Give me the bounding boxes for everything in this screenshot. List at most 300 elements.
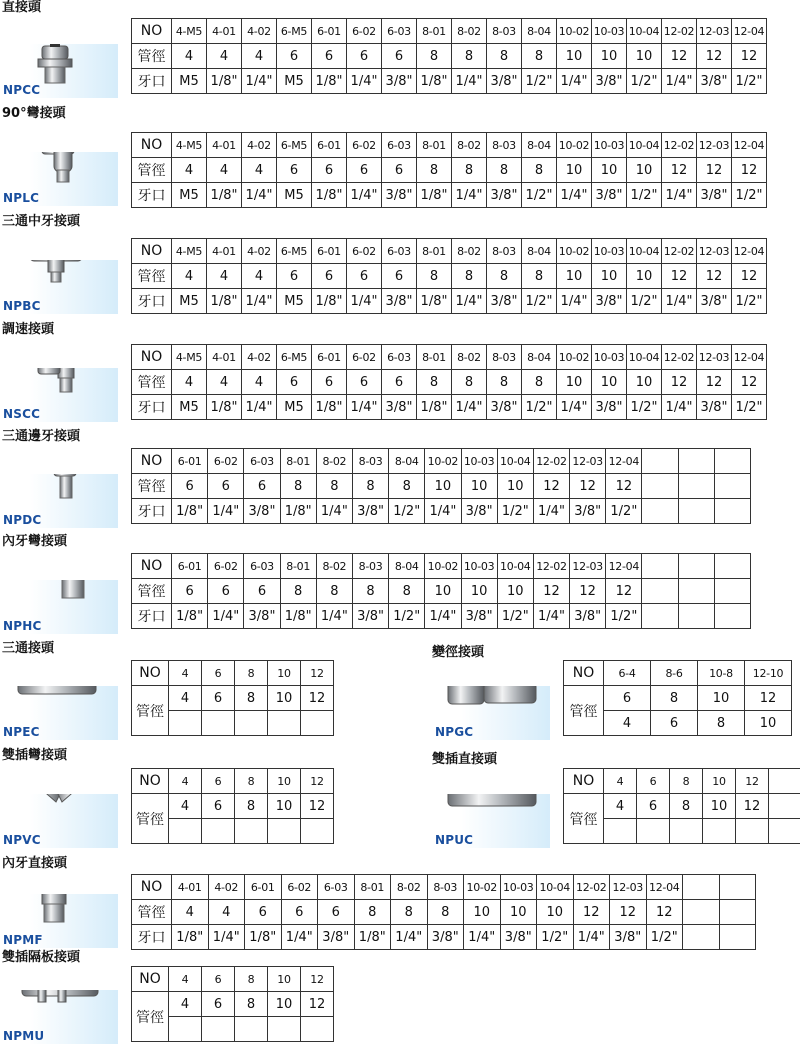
row-label-tube: 管徑 (132, 900, 172, 925)
model-number-cell: 6-01 (245, 875, 282, 900)
model-number-cell: 6-01 (312, 133, 347, 158)
row-label-tube: 管徑 (564, 686, 604, 736)
model-number-cell: 10-04 (497, 554, 533, 579)
model-number-cell: 6 (637, 769, 670, 794)
product-image-npcc (0, 44, 118, 98)
tube-size-cell: 8 (352, 474, 388, 499)
tube-size-cell: 6 (637, 794, 670, 819)
model-number-cell (678, 554, 714, 579)
model-number-cell: 6-03 (382, 345, 417, 370)
model-number-cell: 8-01 (417, 19, 452, 44)
row-label-no: NO (132, 449, 172, 474)
header-row (132, 875, 756, 900)
section-title-npec: 三通接頭 (2, 641, 55, 656)
model-number-cell: 10-02 (425, 449, 461, 474)
tube-size-cell: 10 (592, 370, 627, 395)
row-label-tube: 管徑 (132, 992, 169, 1042)
row-label-thread: 牙口 (132, 604, 172, 629)
thread-size-cell: M5 (172, 183, 207, 208)
thread-size-cell (719, 925, 756, 950)
tube-size-cell: 10 (461, 474, 497, 499)
product-image-npgc (432, 686, 550, 740)
thread-size-cell: 3/8" (592, 69, 627, 94)
thread-size-cell: 1/4" (662, 183, 697, 208)
tube-size-cell: 10 (557, 158, 592, 183)
model-number-cell: 4 (169, 661, 202, 686)
product-code: NSCC (3, 407, 41, 421)
model-number-cell: 4-M5 (172, 133, 207, 158)
model-number-cell: 6-M5 (277, 19, 312, 44)
tube-size-cell: 10 (268, 686, 301, 711)
tube-row (132, 992, 334, 1017)
row-label-no: NO (132, 967, 169, 992)
model-number-cell: 8-04 (389, 449, 425, 474)
tube-size-cell: 8 (522, 44, 557, 69)
tube-size-cell: 6 (245, 900, 282, 925)
tube-row (132, 579, 751, 604)
thread-size-cell: 1/4" (425, 499, 461, 524)
tube-size-cell: 12 (573, 900, 610, 925)
thread-size-cell: 1/2" (606, 499, 642, 524)
model-number-cell: 10-02 (557, 345, 592, 370)
row-label-tube: 管徑 (132, 370, 172, 395)
tube-size-cell: 8 (427, 900, 464, 925)
thread-size-cell: 1/4" (452, 183, 487, 208)
tube-size-cell: 10 (268, 794, 301, 819)
model-number-cell: 10-03 (592, 345, 627, 370)
thread-size-cell: 1/8" (207, 69, 242, 94)
thread-row (132, 395, 767, 420)
tube-size-cell: 12 (697, 264, 732, 289)
tube-size-cell: 4 (172, 158, 207, 183)
tube-size-cell: 4 (172, 900, 209, 925)
thread-size-cell: 1/8" (312, 289, 347, 314)
tube-size-cell: 6 (312, 158, 347, 183)
spec-table-npec (131, 660, 334, 736)
tube-size-cell: 10 (425, 579, 461, 604)
tube-size-cell: 8 (417, 370, 452, 395)
tube-size-cell: 6 (347, 158, 382, 183)
header-row (132, 769, 334, 794)
tube-size-cell: 10 (592, 264, 627, 289)
model-number-cell: 8-02 (452, 345, 487, 370)
thread-size-cell: 1/2" (389, 604, 425, 629)
model-number-cell: 10-02 (557, 239, 592, 264)
product-code: NPDC (3, 513, 42, 527)
row-label-tube: 管徑 (132, 474, 172, 499)
row-label-no: NO (564, 661, 604, 686)
tube-row (132, 900, 756, 925)
tube-size-cell: 8 (354, 900, 391, 925)
spec-table-npmu (131, 966, 334, 1042)
tube-size-cell: 10 (592, 158, 627, 183)
thread-size-cell: 1/4" (208, 604, 244, 629)
model-number-cell: 4-02 (242, 133, 277, 158)
thread-size-cell: 1/8" (280, 604, 316, 629)
tube-row (132, 44, 767, 69)
tube-size-cell: 6 (312, 370, 347, 395)
thread-size-cell: 1/4" (452, 289, 487, 314)
tube-size-cell: 10 (557, 44, 592, 69)
tube-size-cell (169, 1017, 202, 1042)
model-number-cell: 10-04 (627, 19, 662, 44)
tube-size-cell (202, 1017, 235, 1042)
model-number-cell: 8 (670, 769, 703, 794)
tube-size-cell: 6 (382, 44, 417, 69)
thread-size-cell: 1/4" (347, 69, 382, 94)
product-image-npec (0, 686, 118, 740)
thread-size-cell: 1/4" (347, 183, 382, 208)
spec-table-npcc (131, 18, 767, 94)
thread-size-cell: 3/8" (382, 395, 417, 420)
product-image-nscc (0, 368, 118, 422)
row-label-thread: 牙口 (132, 395, 172, 420)
thread-size-cell: 3/8" (697, 183, 732, 208)
thread-size-cell: 1/4" (452, 69, 487, 94)
tube-size-cell (637, 819, 670, 844)
tube-size-cell: 12 (732, 370, 767, 395)
tube-size-cell: 4 (169, 992, 202, 1017)
model-number-cell: 8-03 (487, 239, 522, 264)
thread-size-cell: 1/8" (417, 69, 452, 94)
model-number-cell: 12-02 (533, 449, 569, 474)
product-code: NPEC (3, 725, 40, 739)
model-number-cell: 8-02 (452, 239, 487, 264)
thread-size-cell: 1/4" (557, 69, 592, 94)
thread-size-cell: 1/8" (207, 183, 242, 208)
tube-size-cell: 12 (533, 579, 569, 604)
model-number-cell: 4-02 (242, 19, 277, 44)
thread-size-cell: 1/4" (242, 69, 277, 94)
tube-size-cell (235, 711, 268, 736)
tube-size-cell: 4 (169, 686, 202, 711)
model-number-cell: 12-02 (662, 19, 697, 44)
model-number-cell: 10-02 (557, 133, 592, 158)
tube-size-cell (703, 819, 736, 844)
tube-size-cell: 10 (500, 900, 537, 925)
thread-size-cell: 1/4" (242, 289, 277, 314)
tube-size-cell: 6 (382, 370, 417, 395)
spec-table-npbc (131, 238, 767, 314)
header-row (132, 133, 767, 158)
tube-size-cell: 8 (389, 474, 425, 499)
model-number-cell: 10-03 (592, 239, 627, 264)
tube-size-cell: 6 (347, 44, 382, 69)
model-number-cell: 12-04 (732, 19, 767, 44)
tube-size-cell: 8 (487, 370, 522, 395)
thread-size-cell: 1/2" (732, 395, 767, 420)
tube-size-cell (736, 819, 769, 844)
tube-size-cell: 6 (172, 474, 208, 499)
thread-size-cell: 3/8" (461, 604, 497, 629)
tube-size-cell: 12 (736, 794, 769, 819)
thread-size-cell: 3/8" (352, 604, 388, 629)
model-number-cell: 8-03 (487, 345, 522, 370)
model-number-cell: 4-01 (207, 19, 242, 44)
row-label-tube: 管徑 (132, 158, 172, 183)
thread-size-cell: 3/8" (592, 289, 627, 314)
thread-size-cell: 1/4" (316, 604, 352, 629)
model-number-cell: 8 (235, 769, 268, 794)
product-code: NPCC (3, 83, 41, 97)
section-title-npcc: 直接頭 (2, 0, 42, 15)
section-title-nplc: 90°彎接頭 (2, 106, 66, 121)
model-number-cell: 10-03 (592, 133, 627, 158)
thread-size-cell: M5 (172, 395, 207, 420)
tube-size-cell (714, 579, 750, 604)
tube-size-cell: 8 (280, 579, 316, 604)
thread-size-cell: 1/8" (245, 925, 282, 950)
tube-size-cell (268, 1017, 301, 1042)
model-number-cell: 10-8 (698, 661, 745, 686)
model-number-cell: 12-03 (610, 875, 647, 900)
tube-size-cell: 12 (662, 370, 697, 395)
model-number-cell: 12-03 (697, 239, 732, 264)
model-number-cell: 8-01 (417, 345, 452, 370)
tube-size-cell: 10 (497, 579, 533, 604)
thread-size-cell: 1/4" (557, 183, 592, 208)
thread-size-cell: 1/2" (522, 289, 557, 314)
model-number-cell: 6-02 (208, 554, 244, 579)
tube-size-cell: 8 (452, 44, 487, 69)
tube-size-cell: 8 (316, 474, 352, 499)
thread-row (132, 289, 767, 314)
tube-size-cell: 4 (207, 158, 242, 183)
section-title-npmf: 內牙直接頭 (2, 856, 68, 871)
tube-size-cell: 8 (522, 158, 557, 183)
thread-row (132, 925, 756, 950)
thread-size-cell (642, 499, 678, 524)
model-number-cell: 4-02 (242, 345, 277, 370)
tube-size-cell: 8 (417, 44, 452, 69)
row-label-no: NO (132, 554, 172, 579)
tube-size-cell: 6 (202, 992, 235, 1017)
tube-size-cell: 8 (452, 264, 487, 289)
thread-size-cell (642, 604, 678, 629)
row-label-thread: 牙口 (132, 925, 172, 950)
tube-size-cell: 12 (610, 900, 647, 925)
product-code: NPVC (3, 833, 41, 847)
model-number-cell: 8 (235, 661, 268, 686)
tube-row (564, 794, 800, 819)
row-label-thread: 牙口 (132, 289, 172, 314)
model-number-cell (642, 554, 678, 579)
model-number-cell: 10 (703, 769, 736, 794)
thread-size-cell: 1/8" (354, 925, 391, 950)
model-number-cell: 10-04 (627, 239, 662, 264)
row-label-thread: 牙口 (132, 69, 172, 94)
spec-table-npdc (131, 448, 751, 524)
model-number-cell: 6-03 (382, 19, 417, 44)
model-number-cell: 8-02 (452, 19, 487, 44)
model-number-cell: 8-6 (651, 661, 698, 686)
model-number-cell: 4-01 (207, 239, 242, 264)
thread-size-cell: M5 (277, 395, 312, 420)
tube-size-cell: 8 (487, 158, 522, 183)
model-number-cell: 10-04 (497, 449, 533, 474)
tube-size-cell: 6 (172, 579, 208, 604)
tube-size-cell: 6 (382, 158, 417, 183)
tube-size-cell: 6 (277, 158, 312, 183)
model-number-cell: 4-M5 (172, 19, 207, 44)
tube-size-cell: 4 (208, 900, 245, 925)
model-number-cell: 4-01 (172, 875, 209, 900)
thread-size-cell: 1/4" (208, 925, 245, 950)
thread-size-cell: 1/4" (242, 395, 277, 420)
tube-size-cell: 6 (202, 794, 235, 819)
model-number-cell: 10 (268, 967, 301, 992)
tube-size-cell: 12 (606, 579, 642, 604)
thread-size-cell: M5 (277, 289, 312, 314)
thread-size-cell: 3/8" (697, 289, 732, 314)
tube-size-cell: 6 (244, 474, 280, 499)
tube-size-cell: 4 (207, 370, 242, 395)
tube-size-cell: 12 (697, 158, 732, 183)
tube-size-cell: 4 (242, 370, 277, 395)
row-label-tube: 管徑 (132, 44, 172, 69)
row-label-no: NO (132, 133, 172, 158)
tube-size-cell (202, 711, 235, 736)
header-row (564, 661, 792, 686)
tube-size-cell: 8 (235, 686, 268, 711)
model-number-cell: 8-04 (522, 345, 557, 370)
model-number-cell: 6-02 (208, 449, 244, 474)
thread-size-cell: 1/4" (281, 925, 318, 950)
thread-size-cell: 1/4" (316, 499, 352, 524)
section-title-npmu: 雙插隔板接頭 (2, 950, 81, 965)
model-number-cell: 4-02 (208, 875, 245, 900)
tube-row (132, 370, 767, 395)
tube-size-cell: 12 (646, 900, 683, 925)
tube-size-cell: 12 (697, 44, 732, 69)
model-number-cell: 8-04 (522, 133, 557, 158)
thread-size-cell: M5 (277, 183, 312, 208)
model-number-cell: 4-01 (207, 133, 242, 158)
model-number-cell: 4 (169, 769, 202, 794)
tube-size-cell: 12 (301, 992, 334, 1017)
model-number-cell (714, 554, 750, 579)
model-number-cell: 8-03 (352, 449, 388, 474)
thread-size-cell: 3/8" (461, 499, 497, 524)
thread-size-cell: 1/2" (627, 289, 662, 314)
thread-size-cell: 1/4" (464, 925, 501, 950)
thread-row (132, 499, 751, 524)
tube-size-cell (642, 474, 678, 499)
row-label-tube: 管徑 (132, 794, 169, 844)
model-number-cell: 4-M5 (172, 345, 207, 370)
thread-row (132, 604, 751, 629)
tube-size-cell: 6 (312, 264, 347, 289)
tube-size-cell: 8 (522, 264, 557, 289)
thread-size-cell: 1/4" (662, 395, 697, 420)
model-number-cell: 8 (235, 967, 268, 992)
thread-size-cell: 1/8" (280, 499, 316, 524)
thread-size-cell (678, 499, 714, 524)
model-number-cell: 12 (301, 769, 334, 794)
model-number-cell (678, 449, 714, 474)
tube-size-cell: 8 (651, 686, 698, 711)
model-number-cell: 6-02 (281, 875, 318, 900)
model-number-cell: 8-02 (391, 875, 428, 900)
thread-size-cell: 1/8" (312, 183, 347, 208)
thread-size-cell: 1/2" (497, 604, 533, 629)
tube-size-cell: 4 (207, 264, 242, 289)
thread-size-cell: 3/8" (487, 69, 522, 94)
model-number-cell: 4-01 (207, 345, 242, 370)
header-row (564, 769, 800, 794)
model-number-cell: 12-10 (745, 661, 792, 686)
thread-size-cell: M5 (172, 69, 207, 94)
model-number-cell: 6-03 (244, 554, 280, 579)
tube-size-cell: 12 (697, 370, 732, 395)
tube-size-cell: 6 (382, 264, 417, 289)
tube-size-cell: 6 (244, 579, 280, 604)
tube-size-cell: 8 (280, 474, 316, 499)
tube-size-cell (678, 474, 714, 499)
model-number-cell: 12-04 (732, 239, 767, 264)
tube-size-cell: 6 (277, 264, 312, 289)
tube-size-cell: 12 (732, 158, 767, 183)
thread-size-cell: 1/8" (417, 289, 452, 314)
thread-size-cell: 1/8" (207, 289, 242, 314)
tube-size-cell: 12 (606, 474, 642, 499)
tube-size-cell: 10 (627, 370, 662, 395)
header-row (132, 239, 767, 264)
tube-size-cell (683, 900, 720, 925)
tube-row (132, 264, 767, 289)
model-number-cell (719, 875, 756, 900)
tube-size-cell: 4 (172, 44, 207, 69)
thread-size-cell: 1/2" (522, 69, 557, 94)
tube-size-cell: 8 (698, 711, 745, 736)
product-image-npmu (0, 990, 118, 1044)
model-number-cell: 12-04 (732, 345, 767, 370)
section-title-npbc: 三通中牙接頭 (2, 214, 81, 229)
thread-size-cell: 3/8" (487, 289, 522, 314)
tube-size-cell: 8 (235, 794, 268, 819)
tube-row (132, 686, 334, 711)
tube-size-cell: 6 (208, 579, 244, 604)
tube-size-cell: 6 (347, 264, 382, 289)
thread-size-cell: 3/8" (500, 925, 537, 950)
product-image-npuc (432, 794, 550, 848)
section-title-npgc: 變徑接頭 (432, 645, 485, 660)
tube-size-cell: 4 (604, 794, 637, 819)
product-code: NPHC (3, 619, 42, 633)
row-label-tube: 管徑 (132, 579, 172, 604)
model-number-cell: 12-02 (662, 133, 697, 158)
model-number-cell: 6-03 (318, 875, 355, 900)
tube-size-cell: 4 (604, 711, 651, 736)
tube-size-cell: 10 (627, 264, 662, 289)
spec-table-nscc (131, 344, 767, 420)
tube-size-cell: 8 (417, 264, 452, 289)
tube-size-cell: 4 (242, 158, 277, 183)
thread-size-cell: 1/2" (497, 499, 533, 524)
row-label-no: NO (132, 769, 169, 794)
thread-size-cell: 1/2" (627, 395, 662, 420)
model-number-cell: 6 (202, 661, 235, 686)
spec-table-nphc (131, 553, 751, 629)
model-number-cell: 6-03 (382, 133, 417, 158)
model-number-cell: 8-02 (316, 449, 352, 474)
thread-size-cell: 1/4" (242, 183, 277, 208)
model-number-cell: 12-04 (646, 875, 683, 900)
tube-size-cell: 12 (301, 794, 334, 819)
model-number-cell: 12-02 (662, 345, 697, 370)
model-number-cell: 12-02 (662, 239, 697, 264)
model-number-cell: 10-02 (464, 875, 501, 900)
